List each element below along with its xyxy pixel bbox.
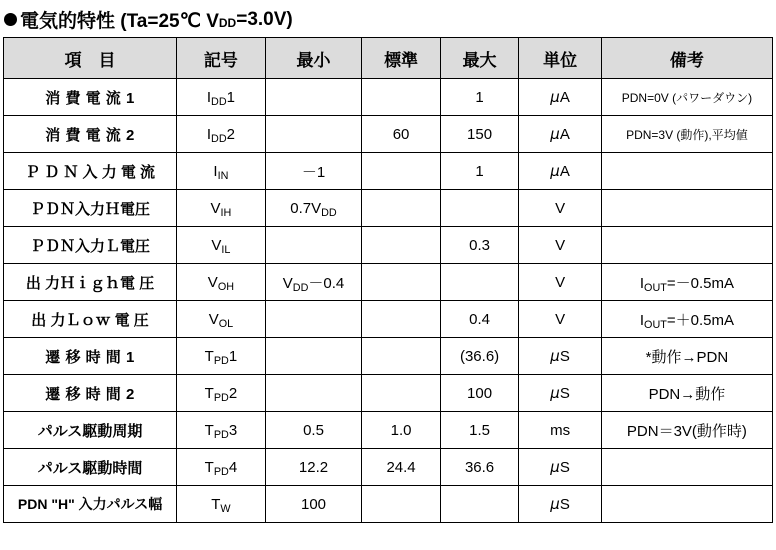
table-header-row — [4, 38, 773, 79]
column-header-symbol: 記号 — [177, 38, 266, 79]
cell-note — [601, 227, 772, 264]
cell-max: 1 — [440, 153, 519, 190]
cell-symbol: $T_{PD}4$ — [177, 449, 266, 486]
cell-note — [601, 486, 772, 523]
cell-max: 0.4 — [440, 301, 519, 338]
column-header-item: 項 目 — [4, 38, 177, 79]
column-header-unit: 単位 — [519, 38, 602, 79]
cell-symbol: $T_W$ — [177, 486, 266, 523]
cell-typ: 1.0 — [362, 412, 441, 449]
cell-unit: μA — [519, 79, 602, 116]
cell-typ — [362, 190, 441, 227]
cell-max: (36.6) — [440, 338, 519, 375]
cell-item: ＰＤＮ入力Ｌ電圧 — [4, 227, 177, 264]
cell-unit: μS — [519, 449, 602, 486]
table-row — [4, 264, 773, 301]
cell-unit: μS — [519, 486, 602, 523]
page-title-text-after: =3.0V) — [236, 8, 293, 30]
cell-typ — [362, 301, 441, 338]
cell-item: 消 費 電 流 1 — [4, 79, 177, 116]
cell-min — [265, 375, 362, 412]
cell-max: 1.5 — [440, 412, 519, 449]
cell-min: 12.2 — [265, 449, 362, 486]
cell-note — [601, 449, 772, 486]
cell-min — [265, 338, 362, 375]
cell-min — [265, 227, 362, 264]
column-header-max: 最大 — [440, 38, 519, 79]
cell-symbol: $V_{IH}$ — [177, 190, 266, 227]
cell-symbol: $V_{OH}$ — [177, 264, 266, 301]
table-row — [4, 375, 773, 412]
cell-unit: V — [519, 301, 602, 338]
cell-item: Ｐ Ｄ Ｎ 入 力 電 流 — [4, 153, 177, 190]
table-row — [4, 79, 773, 116]
cell-item: 遷 移 時 間 2 — [4, 375, 177, 412]
cell-note: $I_{OUT}=-0.5mA$ — [601, 264, 772, 301]
cell-item: 出 力Ｈｉｇｈ電 圧 — [4, 264, 177, 301]
cell-max: 1 — [440, 79, 519, 116]
cell-min: －1 — [265, 153, 362, 190]
cell-note: PDN=3V (動作),平均値 — [601, 116, 772, 153]
cell-unit: μS — [519, 338, 602, 375]
cell-typ: 60 — [362, 116, 441, 153]
cell-max — [440, 486, 519, 523]
cell-item: PDN "H" 入力パルス幅 — [4, 486, 177, 523]
cell-unit: μS — [519, 375, 602, 412]
cell-unit: μA — [519, 116, 602, 153]
cell-unit: V — [519, 227, 602, 264]
cell-unit: ms — [519, 412, 602, 449]
cell-typ — [362, 375, 441, 412]
cell-min — [265, 301, 362, 338]
cell-note — [601, 190, 772, 227]
table-row — [4, 449, 773, 486]
cell-max: 36.6 — [440, 449, 519, 486]
cell-note: PDN＝3V(動作時) — [601, 412, 772, 449]
cell-item: 出 力Ｌｏｗ 電 圧 — [4, 301, 177, 338]
cell-typ — [362, 79, 441, 116]
cell-max: 100 — [440, 375, 519, 412]
cell-symbol: $T_{PD}3$ — [177, 412, 266, 449]
cell-item: ＰＤＮ入力Ｈ電圧 — [4, 190, 177, 227]
cell-max: 150 — [440, 116, 519, 153]
cell-item: 消 費 電 流 2 — [4, 116, 177, 153]
table-row — [4, 153, 773, 190]
cell-symbol: $V_{OL}$ — [177, 301, 266, 338]
cell-note: $I_{OUT}=+0.5mA$ — [601, 301, 772, 338]
cell-max — [440, 190, 519, 227]
table-row — [4, 412, 773, 449]
cell-symbol: $V_{IL}$ — [177, 227, 266, 264]
cell-max — [440, 264, 519, 301]
column-header-typ: 標準 — [362, 38, 441, 79]
cell-symbol: $I_{DD}2$ — [177, 116, 266, 153]
cell-typ — [362, 153, 441, 190]
page-title-text-before: 電気的特性 (Ta=25℃ V — [20, 11, 219, 32]
cell-note: *動作→PDN — [601, 338, 772, 375]
table-row — [4, 116, 773, 153]
cell-min: $V_{DD}-0.4$ — [265, 264, 362, 301]
table-row — [4, 227, 773, 264]
cell-symbol: $T_{PD}2$ — [177, 375, 266, 412]
cell-item: 遷 移 時 間 1 — [4, 338, 177, 375]
bullet-icon — [4, 13, 17, 26]
table-row — [4, 190, 773, 227]
table-row — [4, 338, 773, 375]
page-title — [0, 0, 776, 37]
table-row — [4, 301, 773, 338]
cell-item: パルス駆動時間 — [4, 449, 177, 486]
cell-min: $0.7V_{DD}$ — [265, 190, 362, 227]
cell-typ: 24.4 — [362, 449, 441, 486]
cell-unit: V — [519, 264, 602, 301]
cell-max: 0.3 — [440, 227, 519, 264]
cell-min: 0.5 — [265, 412, 362, 449]
cell-typ — [362, 264, 441, 301]
cell-note — [601, 153, 772, 190]
cell-item: パルス駆動周期 — [4, 412, 177, 449]
column-header-note: 備考 — [601, 38, 772, 79]
cell-unit: V — [519, 190, 602, 227]
cell-note: PDN→動作 — [601, 375, 772, 412]
cell-symbol: $I_{DD}1$ — [177, 79, 266, 116]
cell-min: 100 — [265, 486, 362, 523]
cell-typ — [362, 227, 441, 264]
page-title-subscript: DD — [218, 15, 237, 30]
cell-min — [265, 116, 362, 153]
cell-unit: μA — [519, 153, 602, 190]
electrical-characteristics-table — [3, 37, 773, 523]
table-row — [4, 486, 773, 523]
cell-symbol: $T_{PD}1$ — [177, 338, 266, 375]
column-header-min: 最小 — [265, 38, 362, 79]
cell-min — [265, 79, 362, 116]
cell-note: PDN=0V (パワーダウン) — [601, 79, 772, 116]
cell-typ — [362, 338, 441, 375]
cell-symbol: $I_{IN}$ — [177, 153, 266, 190]
cell-typ — [362, 486, 441, 523]
